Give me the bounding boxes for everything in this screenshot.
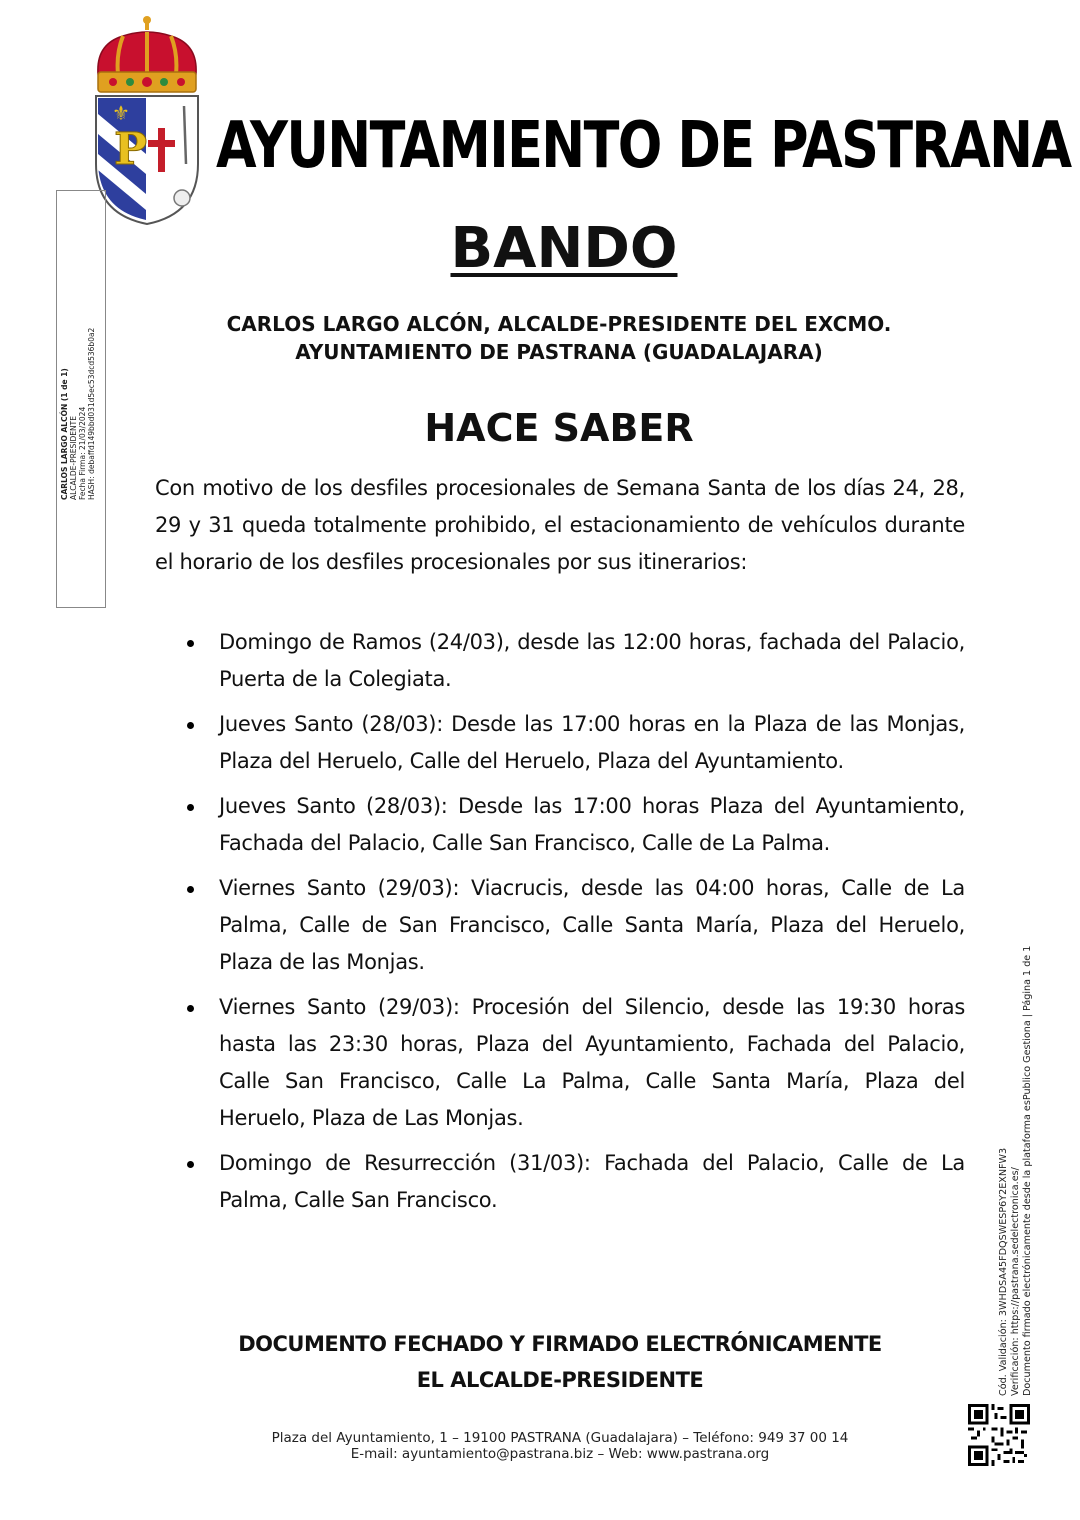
list-item (219, 1145, 965, 1219)
footer-address: Plaza del Ayuntamiento, 1 – 19100 PASTRANA (Guadalajara) – Teléfono: 949 37 00 14 (271, 1430, 849, 1446)
mayor-line-1: CARLOS LARGO ALCÓN, ALCALDE-PRESIDENTE DEL EXCMO. (226, 312, 892, 336)
list-item-text: Domingo de Ramos (24/03), desde las 12:00 horas, fachada del Palacio, Puerta de la Colegiata. (219, 630, 965, 691)
document-heading: BANDO (450, 216, 678, 281)
signature-name: CARLOS LARGO ALCÓN (1 de 1) (60, 368, 69, 500)
signature-date: Fecha Firma: 21/03/2024 (78, 406, 87, 500)
validation-code: Cód. Validación: 3WHDSA45FDQSWESP6Y2EXNFW3 (998, 1147, 1009, 1396)
list-item-text: Domingo de Resurrección (31/03): Fachada del Palacio, Calle de La Palma, Calle San Francisco. (219, 1151, 965, 1212)
list-item-text: Jueves Santo (28/03): Desde las 17:00 horas en la Plaza de las Monjas, Plaza del Heruelo, Calle del Heruelo, Plaza del Ayuntamiento. (219, 712, 965, 773)
page-title: AYUNTAMIENTO DE PASTRANA (216, 109, 1071, 183)
list-item (219, 870, 965, 981)
crown-icon (98, 16, 196, 92)
list-item-text: Viernes Santo (29/03): Viacrucis, desde las 04:00 horas, Calle de La Palma, Calle de San Francisco, Calle Santa María, Plaza del Heruelo, Plaza de las Monjas. (219, 876, 965, 974)
closing-line-2: EL ALCALDE-PRESIDENTE (416, 1368, 704, 1392)
bullet-icon (187, 640, 194, 647)
list-item (219, 706, 965, 780)
mayor-line-2: AYUNTAMIENTO DE PASTRANA (GUADALAJARA) (295, 340, 823, 364)
bullet-icon (187, 804, 194, 811)
list-item (219, 624, 965, 698)
svg-text:P: P (114, 124, 148, 175)
bullet-icon (187, 886, 194, 893)
list-item (219, 788, 965, 862)
bullet-icon (187, 722, 194, 729)
list-item-text: Jueves Santo (28/03): Desde las 17:00 horas Plaza del Ayuntamiento, Fachada del Palacio, Calle San Francisco, Calle de La Palma. (219, 794, 965, 855)
bullet-icon (187, 1005, 194, 1012)
mayor-statement (150, 310, 968, 366)
validation-platform: Documento firmado electrónicamente desde la plataforma esPublico Gestiona | Página 1 de 1 (1022, 945, 1033, 1396)
signature-stamp (60, 320, 96, 500)
footer (230, 1430, 890, 1462)
svg-text:⚜: ⚜ (112, 101, 130, 125)
shield-icon (96, 96, 198, 224)
validation-url: Verificación: https://pastrana.sedelectronica.es/ (1010, 1167, 1021, 1396)
list-item-text: Viernes Santo (29/03): Procesión del Silencio, desde las 19:30 horas hasta las 23:30 horas, Plaza del Ayuntamiento, Fachada del Palacio, Calle San Francisco, Calle La Palma, Calle Santa María, Plaza del Heruelo, Plaza de Las Monjas. (219, 995, 965, 1130)
signature-role: ALCALDE-PRESIDENTE (69, 416, 78, 500)
intro-paragraph: Con motivo de los desfiles procesionales de Semana Santa de los días 24, 28, 29 y 31 queda totalmente prohibido, el estacionamiento de vehículos durante el horario de los desfiles procesionales por sus itinerarios: (155, 476, 965, 574)
closing-block (180, 1326, 940, 1398)
footer-contact: E-mail: ayuntamiento@pastrana.biz – Web: www.pastrana.org (350, 1446, 770, 1462)
qr-code-icon (968, 1404, 1030, 1466)
signature-hash: HASH: debaffd149bbd031d5ec53dcd536b0a2 (87, 327, 96, 500)
route-list (219, 624, 965, 1227)
list-item (219, 989, 965, 1137)
validation-stamp (998, 936, 1034, 1396)
bullet-icon (187, 1161, 194, 1168)
closing-line-1: DOCUMENTO FECHADO Y FIRMADO ELECTRÓNICAMENTE (238, 1332, 882, 1356)
announcement-heading: HACE SABER (424, 406, 694, 450)
